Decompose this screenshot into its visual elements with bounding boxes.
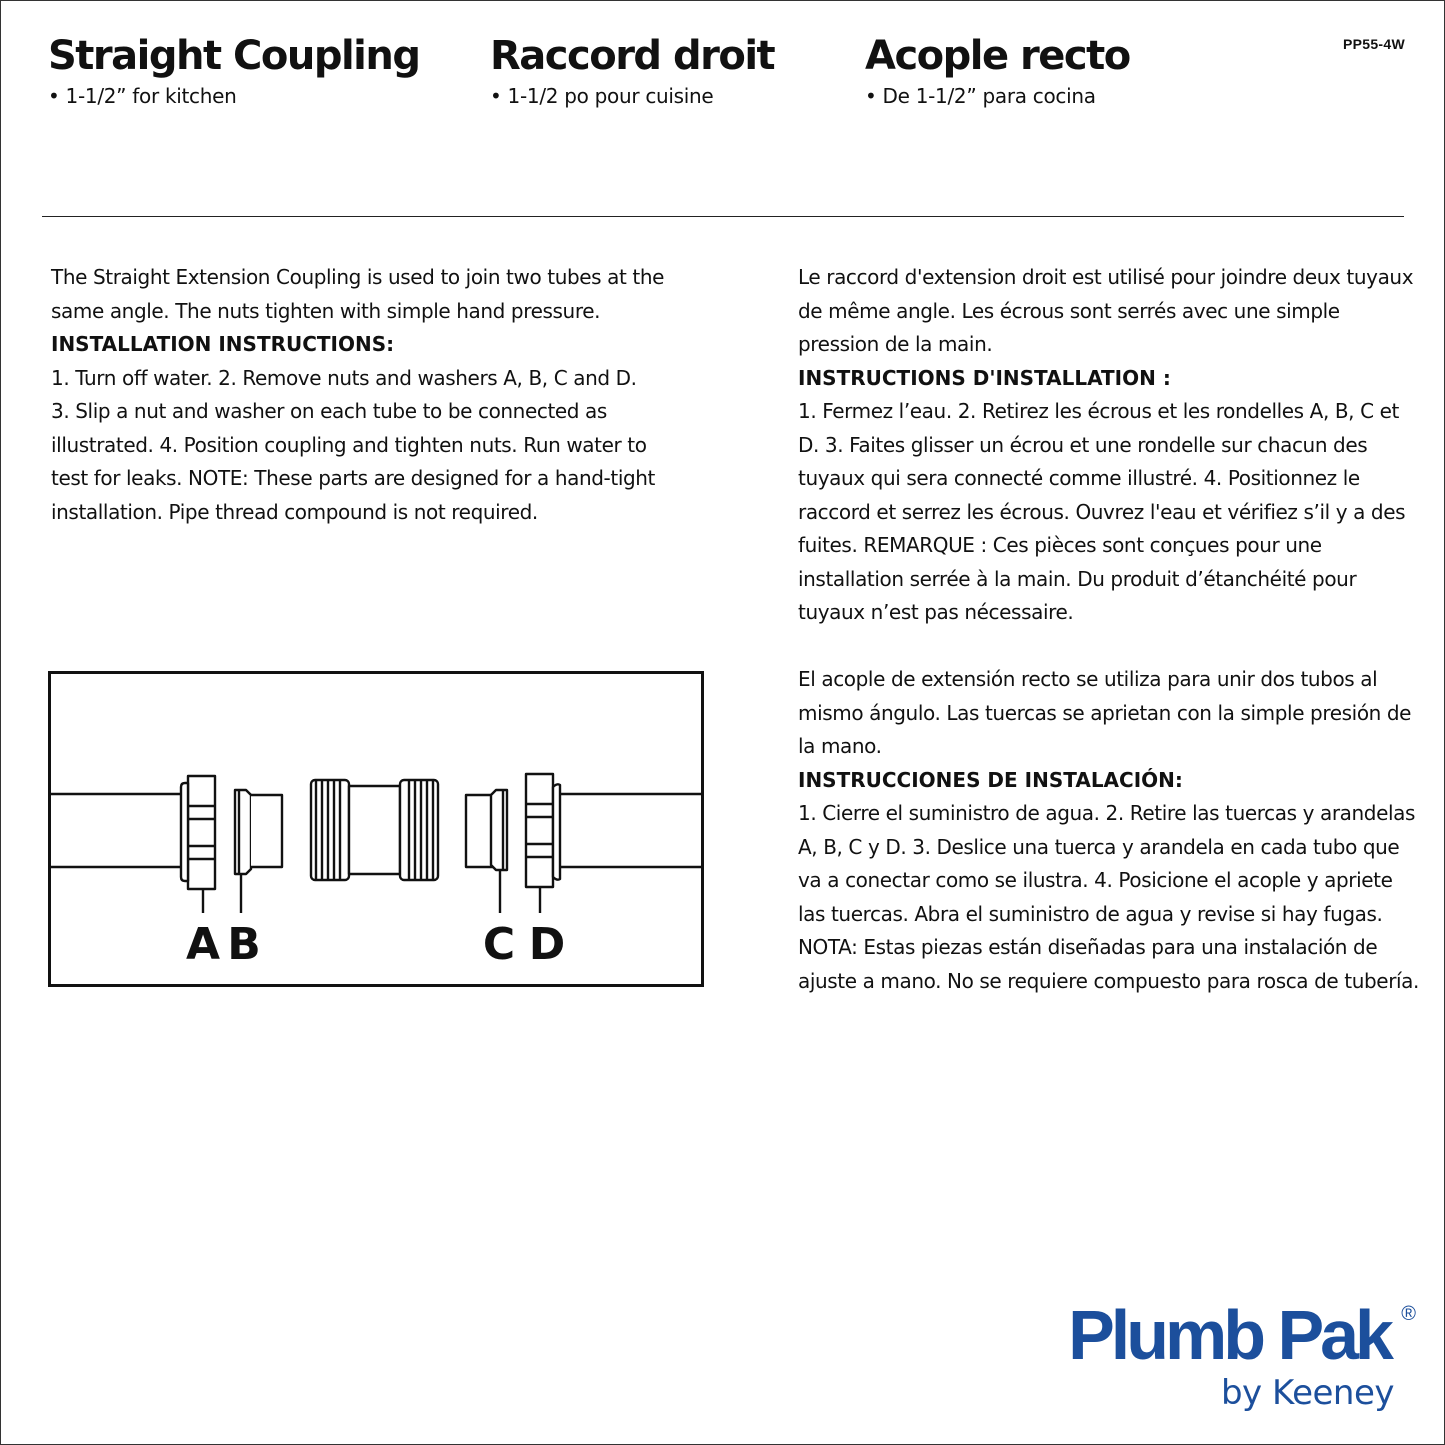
- french-intro-line: de même angle. Les écrous sont serrés avec une simple: [798, 298, 1340, 323]
- french-body-line: fuites. REMARQUE : Ces pièces sont conçues pour une: [798, 533, 1322, 557]
- english-heading: INSTALLATION INSTRUCTIONS:: [51, 332, 395, 356]
- french-body-line: tuyaux qui sera connecté comme illustré. 4. Positionnez le: [798, 466, 1360, 490]
- spanish-body-line: va a conectar como se ilustra. 4. Posicione el acople y apriete: [798, 868, 1393, 892]
- title-block-english: [48, 30, 420, 110]
- nut-a: [181, 776, 215, 889]
- subtitle-french: • 1-1/2 po pour cuisine: [490, 84, 714, 108]
- spanish-body-line: 1. Cierre el suministro de agua. 2. Retire las tuercas y arandelas: [798, 801, 1416, 825]
- spanish-heading: INSTRUCCIONES DE INSTALACIÓN:: [798, 767, 1183, 792]
- section-gap: [798, 630, 1419, 664]
- header-divider: [42, 216, 1404, 217]
- left-tailpiece: [251, 795, 282, 867]
- brand-tagline: by Keeney: [1220, 1373, 1394, 1413]
- washer-b: [235, 790, 251, 874]
- product-code: PP55-4W: [1342, 36, 1405, 52]
- brand-name: Plumb Pak: [1068, 1296, 1390, 1374]
- nut-d: [526, 774, 560, 887]
- label-c: C: [482, 919, 516, 970]
- french-body-line: installation serrée à la main. Du produit d’étanchéité pour: [798, 566, 1357, 591]
- title-spanish: Acople recto: [865, 33, 1130, 79]
- coupling-diagram: [48, 671, 704, 987]
- english-instructions: [51, 261, 664, 529]
- french-body-line: raccord et serrez les écrous. Ouvrez l'eau et vérifiez s’il y a des: [798, 499, 1406, 524]
- spanish-intro-line: mismo ángulo. Las tuercas se aprietan con la simple presión de: [798, 700, 1412, 725]
- french-intro-line: pression de la main.: [798, 332, 993, 356]
- english-body-line: test for leaks. NOTE: These parts are designed for a hand-tight: [51, 466, 655, 490]
- french-intro-line: Le raccord d'extension droit est utilisé pour joindre deux tuyaux: [798, 265, 1414, 289]
- spanish-body-line: NOTA: Estas piezas están diseñadas para una instalación de: [798, 935, 1378, 959]
- registered-mark: ®: [1401, 1303, 1416, 1325]
- washer-c: [491, 790, 507, 870]
- english-body-line: 3. Slip a nut and washer on each tube to be connected as: [51, 399, 607, 423]
- spanish-intro-line: El acople de extensión recto se utiliza para unir dos tubos al: [798, 667, 1378, 691]
- title-block-french: [490, 30, 774, 110]
- english-intro-line: The Straight Extension Coupling is used to join two tubes at the: [51, 265, 665, 289]
- spanish-body-line: A, B, C y D. 3. Deslice una tuerca y arandela en cada tubo que: [798, 834, 1400, 859]
- title-french: Raccord droit: [490, 33, 775, 79]
- plumbpak-logo: [1068, 1295, 1420, 1425]
- english-body-line: illustrated. 4. Position coupling and tighten nuts. Run water to: [51, 432, 647, 457]
- label-b: B: [227, 919, 261, 970]
- english-intro-line: same angle. The nuts tighten with simple hand pressure.: [51, 298, 601, 323]
- label-d: D: [528, 919, 566, 970]
- french-body-line: D. 3. Faites glisser un écrou et une rondelle sur chacun des: [798, 432, 1368, 457]
- spanish-intro-line: la mano.: [798, 734, 882, 758]
- spanish-body-line: ajuste a mano. No se requiere compuesto para rosca de tubería.: [798, 968, 1419, 993]
- french-spanish-instructions: [798, 261, 1419, 998]
- english-body-line: installation. Pipe thread compound is not required.: [51, 499, 538, 524]
- center-coupling: [311, 780, 438, 880]
- label-a: A: [185, 919, 221, 970]
- english-body-line: 1. Turn off water. 2. Remove nuts and washers A, B, C and D.: [51, 365, 637, 390]
- french-body-line: 1. Fermez l’eau. 2. Retirez les écrous et les rondelles A, B, C et: [798, 399, 1399, 423]
- title-english: Straight Coupling: [48, 33, 420, 79]
- french-heading: INSTRUCTIONS D'INSTALLATION :: [798, 365, 1171, 390]
- title-block-spanish: [865, 30, 1130, 110]
- subtitle-spanish: • De 1-1/2” para cocina: [865, 84, 1096, 108]
- subtitle-english: • 1-1/2” for kitchen: [48, 84, 237, 108]
- spanish-body-line: las tuercas. Abra el suministro de agua y revise si hay fugas.: [798, 901, 1383, 926]
- french-body-line: tuyaux n’est pas nécessaire.: [798, 600, 1074, 624]
